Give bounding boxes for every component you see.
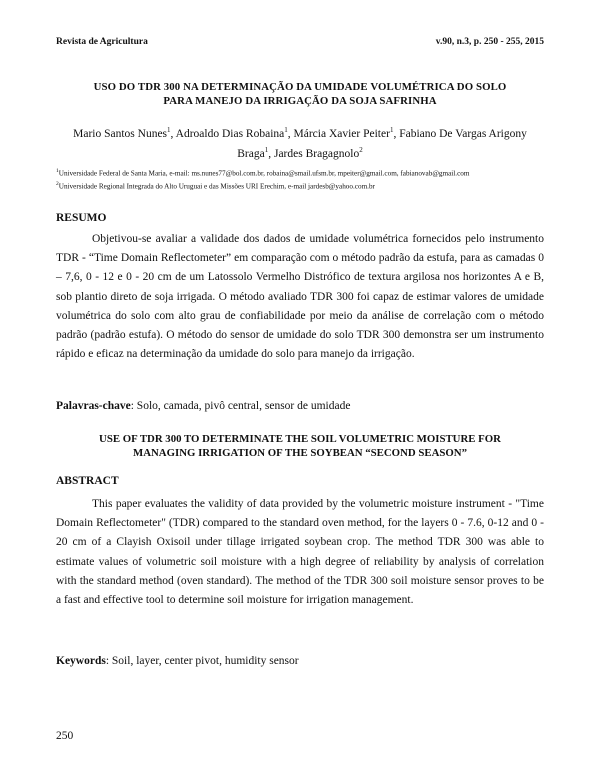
paper-title-pt (40, 80, 560, 108)
author-5-sup: 2 (359, 145, 363, 154)
title-en-line-1: USE OF TDR 300 TO DETERMINATE THE SOIL VOLUMETRIC MOISTURE FOR (99, 433, 501, 445)
resumo-keywords-label: Palavras-chave (56, 400, 131, 412)
volume-info: v.90, n.3, p. 250 - 255, 2015 (435, 37, 544, 47)
author-1-sup: 1 (167, 126, 171, 134)
abstract-keywords-label: Keywords (56, 655, 106, 667)
paper-title-en (40, 432, 560, 460)
running-header (56, 37, 544, 47)
affiliation-1: $^1$Universidade Federal de Santa Maria, e-mail: ms.nunes77@bol.com.br, robaina@smail.ufsm.br, mpeiter@gmail.com, fabianovab@gmail.com (56, 168, 470, 178)
affiliations (56, 166, 544, 192)
abstract-keywords (56, 655, 299, 667)
author-4: Fabiano De Vargas Arigony Braga (237, 127, 527, 160)
author-3-sup: 1 (389, 126, 394, 134)
author-list: Mario Santos Nunes$^1$, Adroaldo Dias Robaina$^1$, Márcia Xavier Peiter$^1$, Fabiano De Vargas Arigony Braga$^1$, Jardes Bragagnolo$^2$ (73, 126, 527, 160)
resumo-heading: RESUMO (56, 212, 107, 224)
resumo-keywords (56, 400, 350, 412)
abstract-keywords-text: : Soil, layer, center pivot, humidity sensor (105, 655, 299, 667)
title-en-line-2: MANAGING IRRIGATION OF THE SOYBEAN “SECOND SEASON” (133, 447, 467, 459)
abstract-body (56, 495, 544, 610)
resumo-body (56, 230, 544, 364)
abstract-heading: ABSTRACT (56, 475, 119, 487)
abstract-paragraph: This paper evaluates the validity of data provided by the volumetric moisture instrument - "Time Domain Reflectometer" (TDR) compared to the standard oven method, for the layers 0 - 7.6, 0-12 and 0 - 20 cm of a Clayish Oxisoil under tillage irrigated soybean crop. The method TDR 300 was able to estimate values of volumetric soil moisture with a high degree of reliability by analysis of correlation with the standard method (oven standard). The method of the TDR 300 soil moisture sensor proves to be a fast and effective tool to determine soil moisture for irrigation management. (56, 498, 544, 607)
resumo-keywords-text: : Solo, camada, pivô central, sensor de umidade (130, 400, 351, 412)
author-3: Márcia Xavier Peiter (293, 127, 390, 140)
author-4-sup: 1 (264, 145, 269, 154)
resumo-paragraph: Objetivou-se avaliar a validade dos dados de umidade volumétrica fornecidos pelo instrumento TDR - “Time Domain Reflectometer” em comparação com o método padrão da estufa, para as camadas 0 – 7,6, 0 - 12 e 0 - 20 cm de um Latossolo Vermelho Distrófico de textura argilosa nos horizontes A e B, sob plantio direto de soja irrigada. O método avaliado TDR 300 foi capaz de estimar valores de umidade volumétrica do solo com alto grau de confiabilidade por meio da análise de correlação com o método padrão (padrão estufa). O método do sensor de umidade do solo TDR 300 demonstra ser um instrumento rápido e eficaz na determinação da umidade do solo para manejo da irrigação. (56, 233, 544, 361)
title-pt-line-1: USO DO TDR 300 NA DETERMINAÇÃO DA UMIDADE VOLUMÉTRICA DO SOLO (93, 81, 507, 93)
page-number: 250 (56, 730, 74, 742)
author-1: Mario Santos Nunes (73, 127, 168, 140)
affiliation-2: $^2$Universidade Regional Integrada do Alto Uruguai e das Missões URI Erechim, e-mail jardesb@yahoo.com.br (56, 180, 375, 191)
author-2: Adroaldo Dias Robaina (175, 127, 285, 140)
title-pt-line-2: PARA MANEJO DA IRRIGAÇÃO DA SOJA SAFRINHA (163, 95, 437, 107)
author-5: Jardes Bragagnolo (273, 147, 360, 160)
author-2-sup: 1 (284, 126, 288, 134)
journal-name: Revista de Agricultura (56, 37, 148, 47)
